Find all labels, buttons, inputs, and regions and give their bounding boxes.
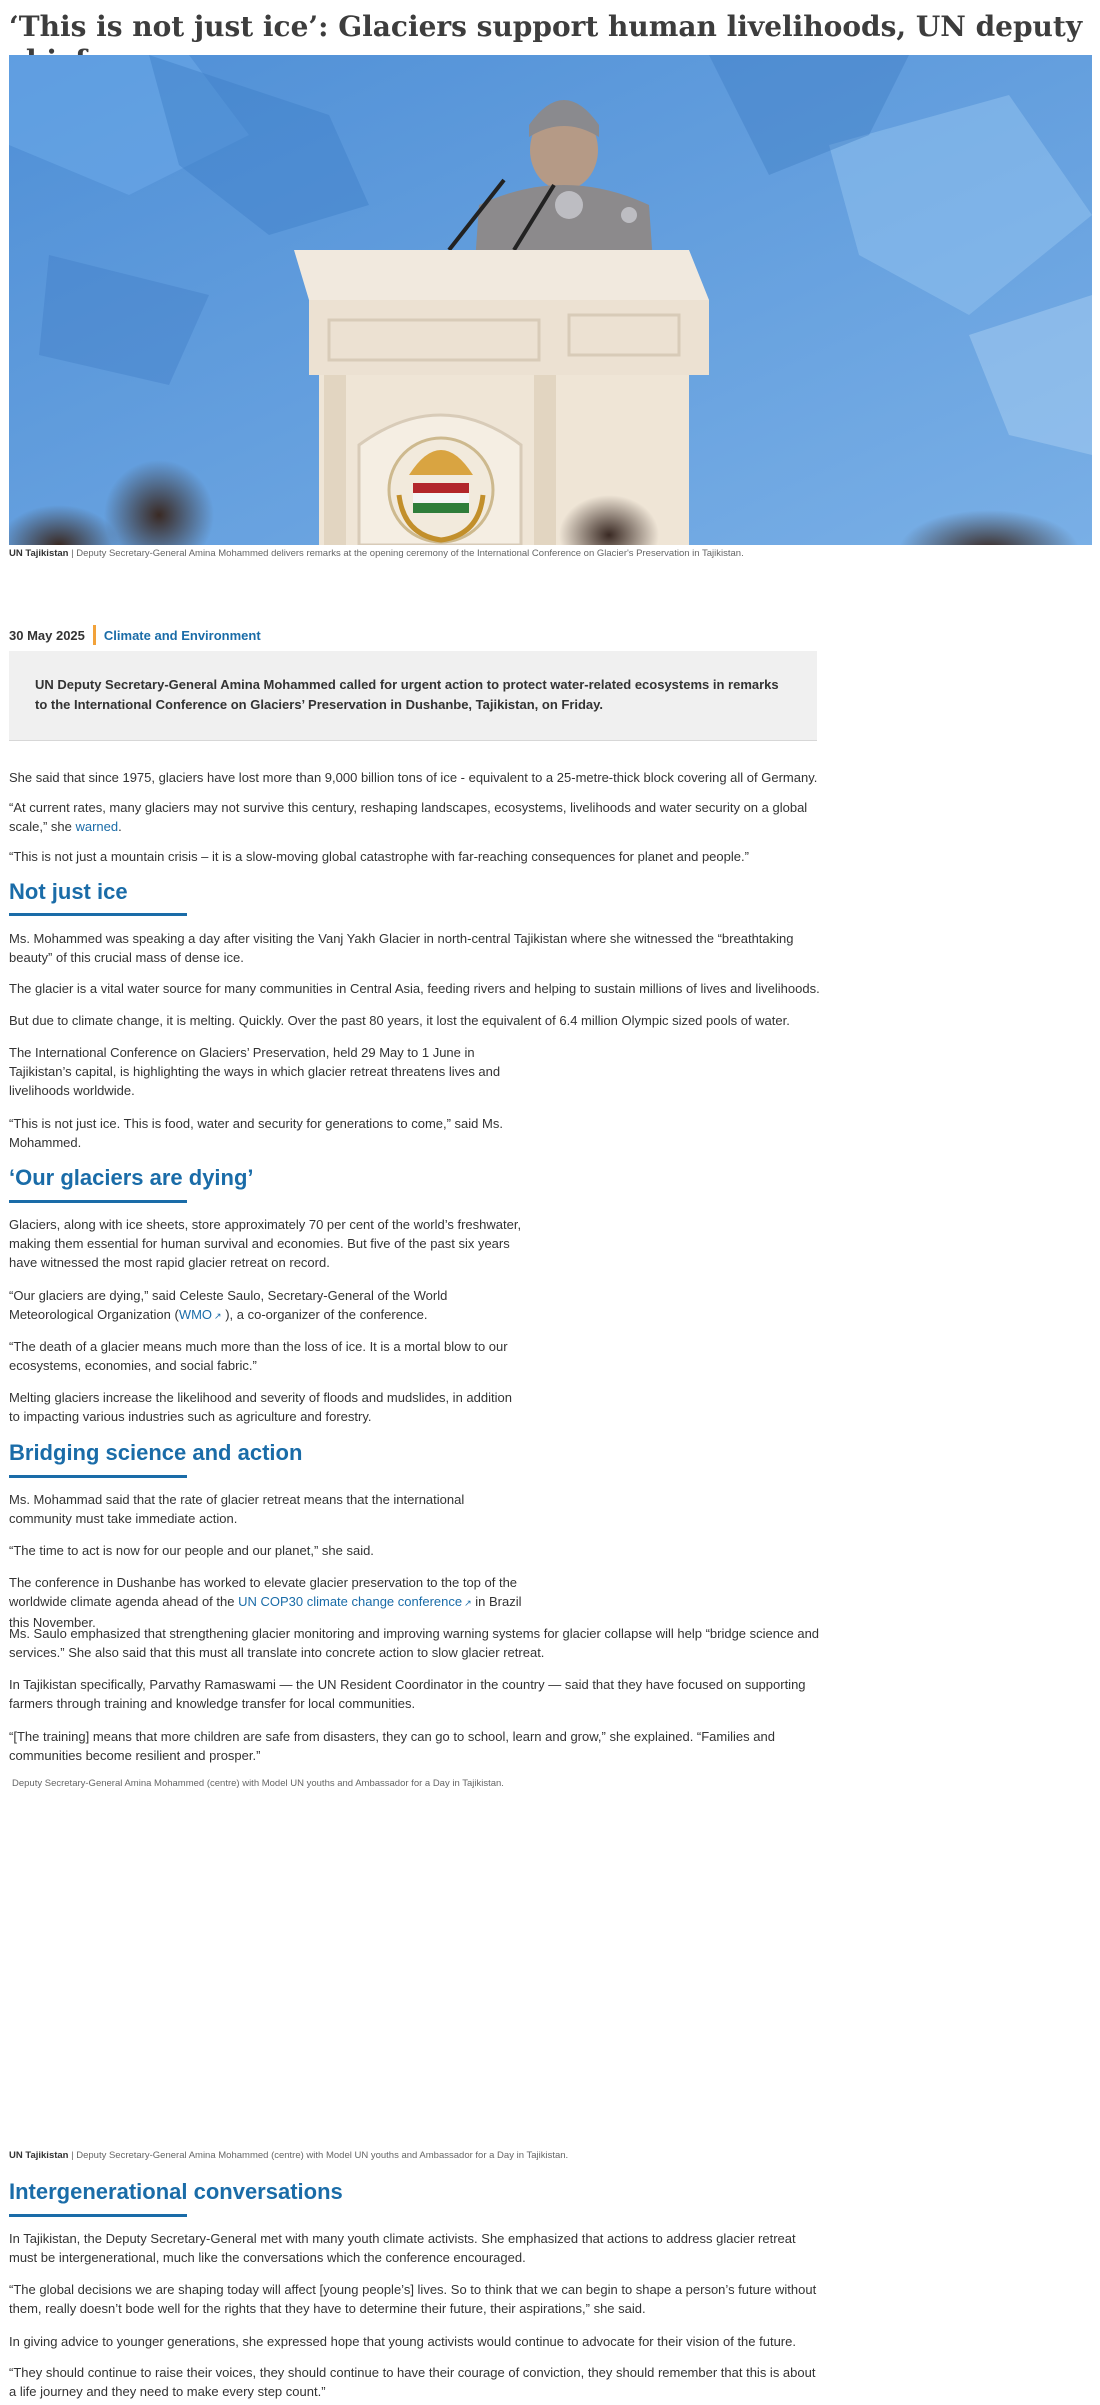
warned-link[interactable]: warned [75, 819, 119, 834]
heading-underline [9, 1475, 187, 1478]
external-link-icon: ↗ [214, 1311, 222, 1321]
article-meta [9, 625, 261, 645]
paragraph: “This is not just ice. This is food, water and security for generations to come,” said Ms. Mohammed. [9, 1116, 503, 1150]
hero-caption [9, 548, 744, 559]
topic-link[interactable]: Climate and Environment [103, 627, 261, 643]
image2-caption-credit: UN Tajikistan [9, 2150, 69, 2161]
heading-underline [9, 1200, 187, 1203]
paragraph: But due to climate change, it is melting. Quickly. Over the past 80 years, it lost the equivalent of 6.4 million Olympic sized pools of water. [9, 1013, 790, 1028]
meta-separator [93, 625, 96, 645]
paragraph: The International Conference on Glaciers’ Preservation, held 29 May to 1 June in Tajikistan’s capital, is highlighting the ways in which glacier retreat threatens lives and livelihoods worldwide. [9, 1045, 501, 1098]
lead-box [9, 651, 817, 741]
wmo-link-label: WMO [178, 1307, 213, 1322]
paragraph [9, 1286, 524, 1326]
cop30-link[interactable] [238, 1594, 472, 1609]
paragraph-text: ), a co-organizer of the conference. [221, 1307, 428, 1322]
hero-caption-credit: UN Tajikistan [9, 548, 69, 559]
image2-caption-text: | Deputy Secretary-General Amina Mohammed (centre) with Model UN youths and Ambassador for a Day in Tajikistan. [68, 2150, 569, 2161]
external-link-icon: ↗ [464, 1598, 472, 1608]
paragraph: Melting glaciers increase the likelihood and severity of floods and mudslides, in addition to impacting various industries such as agriculture and forestry. [9, 1390, 512, 1424]
paragraph: “The time to act is now for our people and our planet,” she said. [9, 1543, 374, 1558]
paragraph-text: “At current rates, many glaciers may not survive this century, reshaping landscapes, ecosystems, livelihoods and water security on a global scale,” she [9, 800, 808, 834]
paragraph: The glacier is a vital water source for many communities in Central Asia, feeding rivers and helping to sustain millions of lives and livelihoods. [9, 981, 820, 996]
paragraph: In Tajikistan, the Deputy Secretary-General met with many youth climate activists. She emphasized that actions to address glacier retreat must be intergenerational, much like the conversations which the conference encouraged. [9, 2231, 796, 2265]
paragraph: She said that since 1975, glaciers have lost more than 9,000 billion tons of ice - equivalent to a 25-metre-thick block covering all of Germany. [9, 770, 818, 785]
paragraph [9, 798, 821, 836]
article-date: 30 May 2025 [9, 627, 85, 643]
paragraph: Ms. Mohammad said that the rate of glacier retreat means that the international community must take immediate action. [9, 1492, 465, 1526]
hero-caption-text: | Deputy Secretary-General Amina Mohammed delivers remarks at the opening ceremony of the International Conference on Glacier's Preservation in Tajikistan. [68, 548, 744, 559]
heading-our-glaciers-are-dying: ‘Our glaciers are dying’ [9, 1165, 254, 1190]
paragraph: Ms. Mohammed was speaking a day after visiting the Vanj Yakh Glacier in north-central Tajikistan where she witnessed the “breathtaking beauty” of this crucial mass of dense ice. [9, 931, 794, 965]
lead-text: UN Deputy Secretary-General Amina Mohammed called for urgent action to protect water-related ecosystems in remarks to the International Conference on Glaciers’ Preservation in Dushanbe, Tajikistan, on Friday. [35, 677, 779, 712]
wmo-link[interactable] [179, 1307, 222, 1322]
paragraph: Glaciers, along with ice sheets, store approximately 70 per cent of the world’s freshwater, making them essential for human survival and economies. But five of the past six years have witnessed the most rapid glacier retreat on record. [9, 1217, 522, 1270]
heading-bridging-science-and-action: Bridging science and action [9, 1440, 303, 1465]
paragraph-text: in Brazil this November. [9, 1594, 522, 1630]
paragraph: “The death of a glacier means much more than the loss of ice. It is a mortal blow to our ecosystems, economies, and social fabric.” [9, 1339, 508, 1373]
image2-alt-text: Deputy Secretary-General Amina Mohammed (centre) with Model UN youths and Ambassador for a Day in Tajikistan. [12, 1778, 504, 1789]
paragraph-text: . [118, 819, 122, 834]
paragraph-text: “Our glaciers are dying,” said Celeste Saulo, Secretary-General of the World Meteorological Organization ( [9, 1288, 448, 1322]
paragraph: “They should continue to raise their voices, they should continue to have their courage of conviction, they should remember that this is about a life journey and they need to make every step count.” [9, 2365, 816, 2399]
paragraph: “This is not just a mountain crisis – it is a slow-moving global catastrophe with far-reaching consequences for planet and people.” [9, 849, 749, 864]
image2-caption [9, 2150, 568, 2161]
cop30-link-label: UN COP30 climate change conference [238, 1594, 463, 1609]
page-title: ‘This is not just ice’: Glaciers support human livelihoods, UN deputy [9, 10, 1083, 43]
paragraph: Ms. Saulo emphasized that strengthening glacier monitoring and improving warning systems for glacier collapse will help “bridge science and services.” She also said that this must all translate into concrete action to slow glacier retreat. [9, 1626, 820, 1660]
heading-not-just-ice: Not just ice [9, 879, 128, 904]
hero-image [9, 55, 1092, 545]
heading-underline [9, 913, 187, 916]
paragraph: In Tajikistan specifically, Parvathy Ramaswami — the UN Resident Coordinator in the country — said that they have focused on supporting farmers through training and knowledge transfer for local communities. [9, 1677, 806, 1711]
paragraph: “[The training] means that more children are safe from disasters, they can go to school, learn and grow,” she explained. “Families and communities become resilient and prosper.” [9, 1729, 775, 1763]
paragraph: “The global decisions we are shaping today will affect [young people’s] lives. So to think that we can begin to shape a person’s future without them, really doesn’t bode well for the rights that they have to determine their future, their aspirations,” she said. [9, 2282, 817, 2316]
paragraph-text: The conference in Dushanbe has worked to elevate glacier preservation to the top of the worldwide climate agenda ahead of the [9, 1575, 518, 1609]
heading-intergenerational-conversations: Intergenerational conversations [9, 2179, 343, 2204]
heading-underline [9, 2214, 187, 2217]
paragraph: In giving advice to younger generations, she expressed hope that young activists would continue to advocate for their vision of the future. [9, 2334, 796, 2349]
